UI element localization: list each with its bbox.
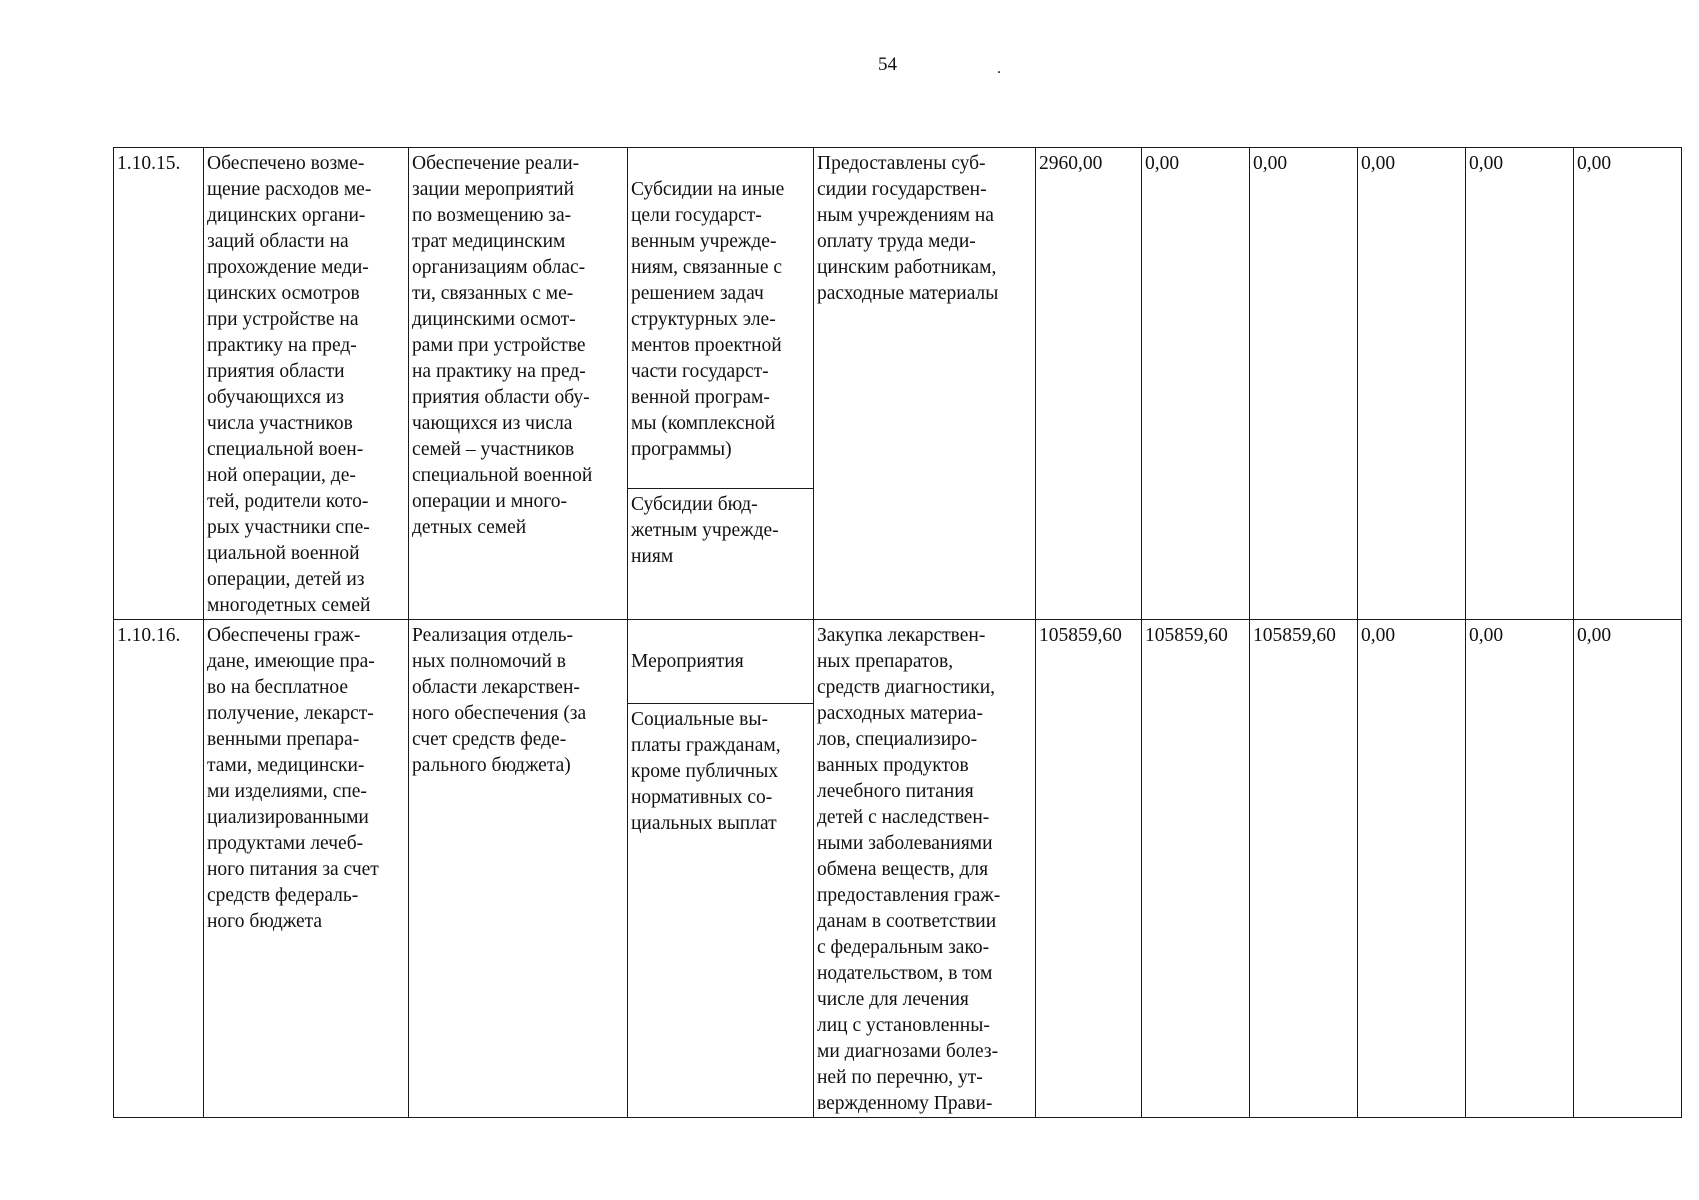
direction-cell — [628, 148, 814, 620]
value-cell: 0,00 — [1466, 148, 1574, 620]
characteristic-cell: Закупка лекарствен- ных препаратов, средств диагностики, расходных материа- лов, специализиро- ванных продуктов лечебного питания детей с наследствен- ными заболеваниями обмена веществ, для предоставления граж- данам в соответствии с федеральным зако- нодательством, в том числе для лечения лиц с установленны- ми диагнозами болез- ней по перечню, ут- вержденному Прави- — [814, 620, 1036, 1118]
program-table — [113, 147, 1682, 1118]
direction-item: Мероприятия — [631, 651, 744, 672]
row-number: 1.10.16. — [114, 620, 204, 1118]
value-cell: 105859,60 — [1142, 620, 1250, 1118]
direction-cell — [628, 620, 814, 1118]
value-cell: 0,00 — [1358, 148, 1466, 620]
result-cell: Обеспечены граж- дане, имеющие пра- во на бесплатное получение, лекарст- венными препара- тами, медицински- ми изделиями, спе- циализированными продуктами лечеб- ного питания за счет средств федераль- ного бюджета — [204, 620, 409, 1118]
value-cell: 0,00 — [1142, 148, 1250, 620]
event-cell: Обеспечение реали- зации мероприятий по возмещению за- трат медицинским организациям облас- ти, связанных с ме- дицинскими осмот- рами при устройстве на практику на пред- приятия области обу- чающихся из числа семей – участников специальной военной операции и много- детных семей — [409, 148, 628, 620]
direction-item: Субсидии на иные цели государст- венным учрежде- ниям, связанные с решением задач структурных эле- ментов проектной части государст- венной програм- мы (комплексной программы) — [631, 179, 785, 460]
direction-item: Социальные вы- платы гражданам, кроме публичных нормативных со- циальных выплат — [628, 703, 813, 837]
value-cell: 0,00 — [1574, 620, 1682, 1118]
value-cell: 0,00 — [1466, 620, 1574, 1118]
value-cell: 0,00 — [1358, 620, 1466, 1118]
value-cell: 2960,00 — [1036, 148, 1142, 620]
value-cell: 0,00 — [1574, 148, 1682, 620]
value-cell: 105859,60 — [1036, 620, 1142, 1118]
stray-dot: . — [997, 60, 1001, 77]
table-row — [114, 620, 1682, 1118]
row-number: 1.10.15. — [114, 148, 204, 620]
value-cell: 0,00 — [1250, 148, 1358, 620]
value-cell: 105859,60 — [1250, 620, 1358, 1118]
table-row — [114, 148, 1682, 620]
result-cell: Обеспечено возме- щение расходов ме- дицинских органи- заций области на прохождение меди- цинских осмотров при устройстве на практику на пред- приятия области обучающихся из числа участников специальной воен- ной операции, де- тей, родители кото- рых участники спе- циальной военной операции, детей из многодетных семей — [204, 148, 409, 620]
event-cell: Реализация отдель- ных полномочий в области лекарствен- ного обеспечения (за счет средств феде- рального бюджета) — [409, 620, 628, 1118]
page-number: 54 — [878, 54, 897, 75]
characteristic-cell: Предоставлены суб- сидии государствен- ным учреждениям на оплату труда меди- цинским работникам, расходные материалы — [814, 148, 1036, 620]
direction-item: Субсидии бюд- жетным учрежде- ниям — [628, 488, 813, 570]
